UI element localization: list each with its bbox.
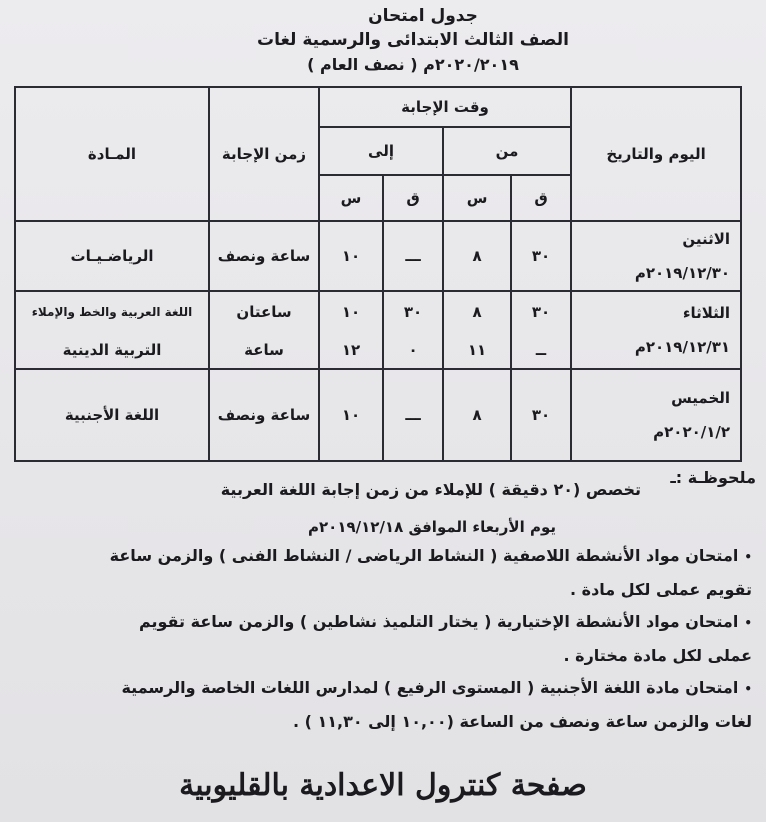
note-label: ملحوظـة :ـ (670, 468, 756, 487)
bullet-icon: • (744, 616, 752, 630)
to-hour: ١٠ (319, 369, 383, 461)
to-hour: ١٠ (319, 221, 383, 291)
day-name: الخميس (671, 389, 731, 407)
exam-schedule-table (14, 86, 742, 462)
bullet-1-line-1: •امتحان مواد الأنشطة اللاصفية ( النشاط الرياضى / النشاط الفنى ) والزمن ساعة (109, 546, 752, 565)
subject: اللغة العربية والخط والإملاء (15, 291, 209, 331)
col-from-header: من (443, 127, 571, 175)
from-hour: ١١ (443, 331, 511, 369)
from-minute: ٣٠ (511, 221, 571, 291)
duration: ساعة (209, 331, 319, 369)
subject: اللغة الأجنبية (15, 369, 209, 461)
doc-grade: الصف الثالث الابتدائى والرسمية لغات (257, 30, 569, 50)
doc-title: جدول امتحان (368, 6, 478, 26)
col-to-hour: س (319, 175, 383, 221)
bullet-icon: • (744, 682, 752, 696)
from-minute: ٣٠ (511, 369, 571, 461)
from-hour: ٨ (443, 291, 511, 331)
bullet-icon: • (744, 550, 752, 564)
to-minute: ٠ (383, 331, 443, 369)
day-date: ٢٠١٩/١٢/٣١م (634, 338, 731, 356)
col-from-hour: س (443, 175, 511, 221)
day-cell (571, 291, 741, 369)
to-hour: ١٠ (319, 291, 383, 331)
from-minute: ــ (511, 331, 571, 369)
from-hour: ٨ (443, 369, 511, 461)
col-to-header: إلى (319, 127, 443, 175)
day-name: الاثنين (682, 230, 731, 248)
table-row (15, 221, 741, 291)
day-name: الثلاثاء (682, 304, 731, 322)
subject: الرياضـيـات (15, 221, 209, 291)
bullet-1-line-2: تقويم عملى لكل مادة . (569, 580, 752, 599)
col-duration-header: زمن الإجابة (209, 87, 319, 221)
col-to-minute: ق (383, 175, 443, 221)
note-date: يوم الأربعاء الموافق ٢٠١٩/١٢/١٨م (308, 518, 556, 536)
day-date: ٢٠١٩/١٢/٣٠م (634, 264, 731, 282)
from-minute: ٣٠ (511, 291, 571, 331)
col-from-minute: ق (511, 175, 571, 221)
footer-caption: صفحة كنترول الاعدادية بالقليوبية (179, 768, 587, 803)
bullet-3-line-2: لغات والزمن ساعة ونصف من الساعة (١٠,٠٠ إلى ١١,٣٠ ) . (292, 712, 752, 731)
from-hour: ٨ (443, 221, 511, 291)
table-row (15, 291, 741, 331)
col-day-header: اليوم والتاريخ (571, 87, 741, 221)
to-hour: ١٢ (319, 331, 383, 369)
duration: ساعة ونصف (209, 221, 319, 291)
col-time-header: وقت الإجابة (319, 87, 571, 127)
doc-term: ( نصف العام ) ٢٠٢٠/٢٠١٩م (307, 55, 519, 74)
col-subject-header: المـادة (15, 87, 209, 221)
bullet-2-line-2: عملى لكل مادة مختارة . (563, 646, 752, 665)
day-cell (571, 369, 741, 461)
duration: ساعتان (209, 291, 319, 331)
bullet-3-line-1: •امتحان مادة اللغة الأجنبية ( المستوى الرفيع ) لمدارس اللغات الخاصة والرسمية (121, 678, 752, 697)
day-cell (571, 221, 741, 291)
duration: ساعة ونصف (209, 369, 319, 461)
to-minute: ـــ (383, 221, 443, 291)
to-minute: ٣٠ (383, 291, 443, 331)
to-minute: ـــ (383, 369, 443, 461)
table-row (15, 369, 741, 461)
note-allocation: تخصص (٢٠ دقيقة ) للإملاء من زمن إجابة اللغة العربية (220, 480, 641, 499)
bullet-2-line-1: •امتحان مواد الأنشطة الإختيارية ( يختار التلميذ نشاطين ) والزمن ساعة تقويم (138, 612, 752, 631)
day-date: ٢٠٢٠/١/٢م (653, 423, 731, 441)
subject: التربية الدينية (15, 331, 209, 369)
